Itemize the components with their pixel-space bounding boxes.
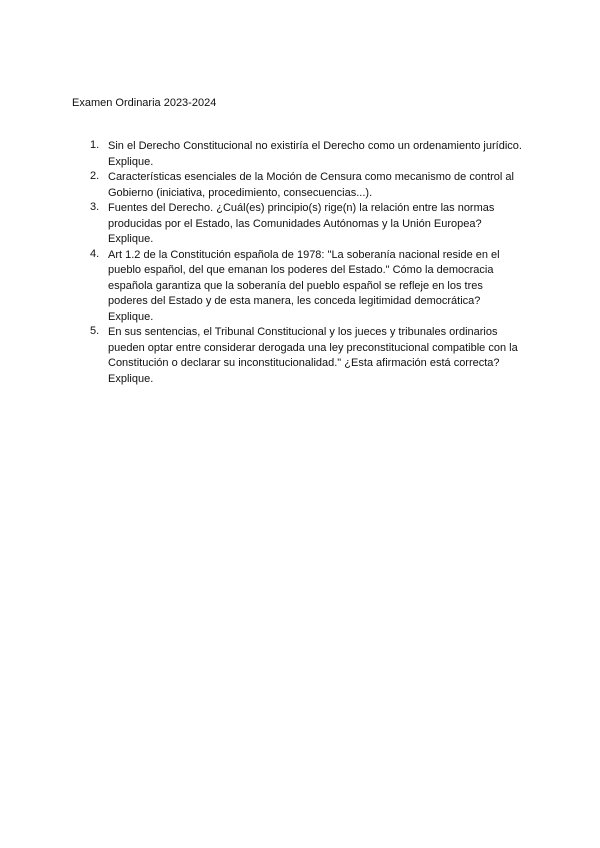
question-text-line: Sin el Derecho Constitucional no existiría el Derecho como un ordenamiento jurídico. [108,140,522,152]
question-text-line: Explique. [108,233,154,245]
question-text-line: Explique. [108,310,154,323]
question-text-line: Características esenciales de la Moción de Censura como mecanismo de control al [108,171,514,183]
question-text-line: pueden optar entre considerar derogada una ley preconstitucional compatible con la [108,341,518,354]
question-text-line: Gobierno (iniciativa, procedimiento, consecuencias...). [108,186,373,199]
question-text-line: Constitución o declarar su inconstitucionalidad." ¿Esta afirmación está correcta? [108,357,500,369]
question-item [88,139,522,170]
question-number: 3. [90,201,100,213]
question-text-line: poderes del Estado y de esta manera, les conceda legitimidad democrática? [108,295,481,307]
question-list [88,139,522,387]
document-title: Examen Ordinaria 2023-2024 [72,97,217,109]
question-text-line: Fuentes del Derecho. ¿Cuál(es) principio(s) rige(n) la relación entre las normas [108,202,495,214]
question-text-line: En sus sentencias, el Tribunal Constitucional y los jueces y tribunales ordinarios [108,326,498,338]
question-text-line: pueblo español, del que emanan los poderes del Estado." Cómo la democracia [108,264,494,276]
question-text-line: producidas por el Estado, las Comunidades Autónomas y la Unión Europea? [108,217,482,230]
question-text-line: Art 1.2 de la Constitución española de 1978: "La soberanía nacional reside en el [108,248,500,261]
question-text-line: española garantiza que la soberanía del pueblo español se refleje en los tres [108,279,483,292]
question-number: 5. [90,325,100,337]
question-item [88,170,522,201]
question-item [88,201,522,248]
question-number: 2. [90,170,100,182]
question-number: 4. [90,247,100,260]
question-text-line: Explique. [108,372,154,385]
question-number: 1. [90,139,100,151]
question-item [88,248,522,326]
question-item [88,325,522,387]
question-text-line: Explique. [108,155,154,168]
